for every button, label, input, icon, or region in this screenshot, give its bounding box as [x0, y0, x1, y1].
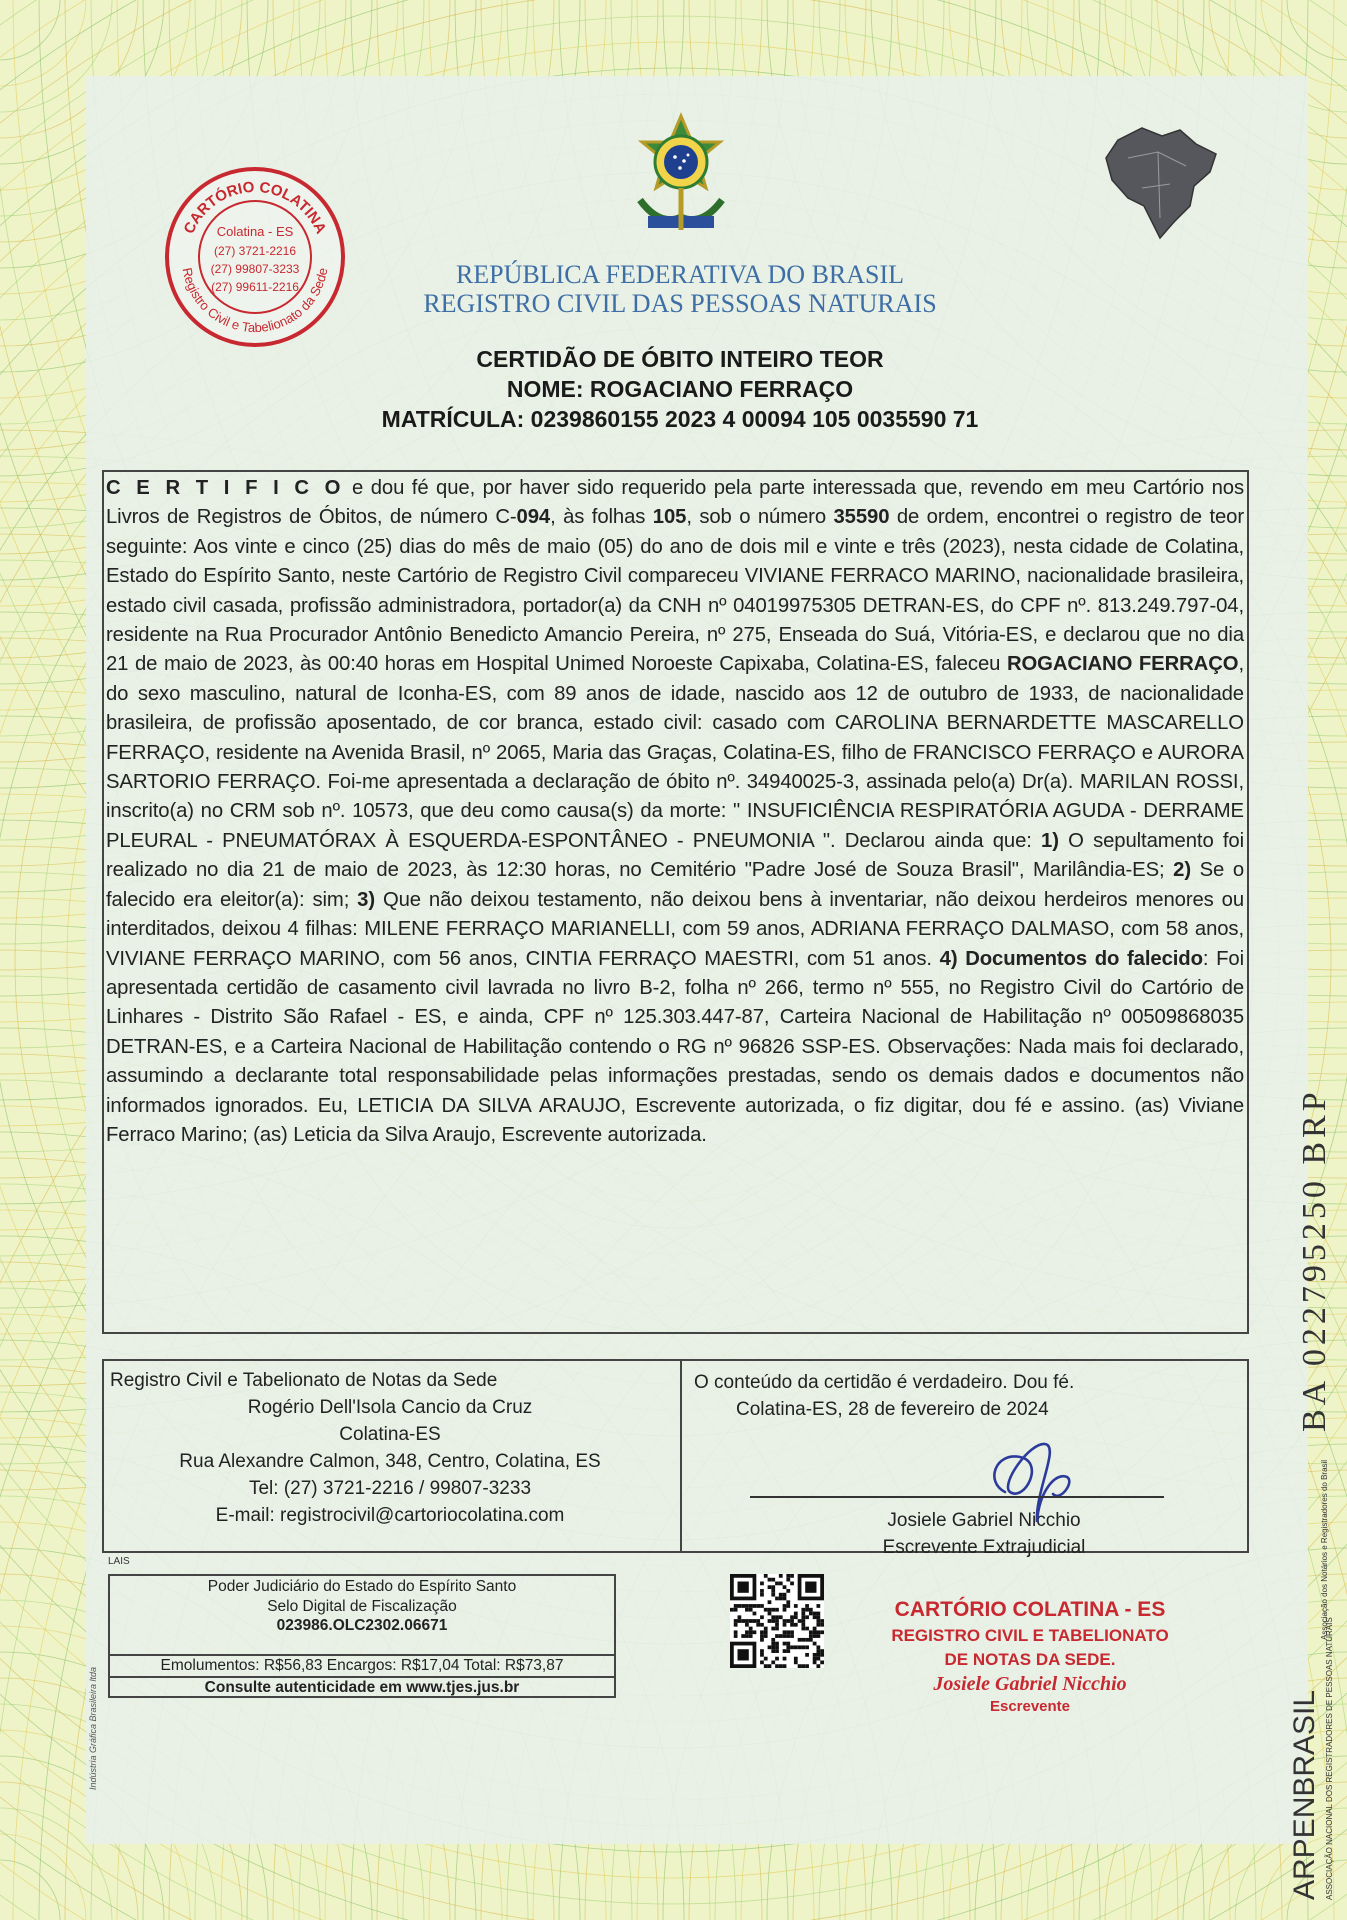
header-republic: REPÚBLICA FEDERATIVA DO BRASIL: [455, 260, 905, 289]
stamp-phone-2: (27) 99807-3233: [210, 262, 300, 276]
body-text-6: O sepultamento foi realizado no dia 21 de maio de 2023, às 12:30 horas, no Cemitério "Padre José de Souza Brasil", Marilândia-ES;: [106, 829, 1245, 882]
signer-name: Josiele Gabriel Nicchio: [887, 1510, 1081, 1531]
book-number: 094: [516, 506, 551, 529]
record-number: 35590: [833, 506, 890, 529]
item-2-label: 2): [1173, 859, 1192, 882]
office-city: Colatina-ES: [339, 1424, 441, 1445]
body-text-1: e dou fé que, por haver sido requerido pela parte interessada que, revendo em meu Cartório nos Livros de Registros de Óbitos, de número C-: [106, 477, 1244, 529]
brazil-map-icon: [1098, 118, 1224, 242]
certificate-name: NOME: ROGACIANO FERRAÇO: [506, 376, 854, 402]
qr-code[interactable]: [730, 1574, 824, 1668]
red-stamp-line-3: DE NOTAS DA SEDE.: [944, 1650, 1116, 1669]
handwritten-signature: [975, 1432, 1085, 1542]
stamp-phone-1: (27) 3721-2216: [213, 244, 297, 258]
certifico-label: C E R T I F I C O: [106, 477, 345, 499]
attestation-text: O conteúdo da certidão é verdadeiro. Dou fé.: [694, 1372, 1075, 1393]
seal-fees: Emolumentos: R$56,83 Encargos: R$17,04 Total: R$73,87: [110, 1654, 614, 1676]
stamp-city: Colatina - ES: [216, 224, 294, 239]
seal-code: 023986.OLC2302.06671: [276, 1617, 448, 1634]
printer-credit: Indústria Gráfica Brasileira ltda: [88, 1666, 98, 1790]
security-serial-number: BA 022795250 BRP: [1296, 1088, 1333, 1432]
stamp-bottom-arc-text: Registro Civil e Tabelionato da Sede: [179, 266, 331, 336]
office-address-block: [110, 1367, 670, 1529]
table-divider: [680, 1361, 682, 1551]
certificate-body-box: [102, 470, 1249, 1334]
association-logo-text: Associação dos Notários e Registradores do Brasil: [1320, 1459, 1329, 1640]
certificate-body-text: [106, 474, 1244, 1150]
coat-of-arms-icon: [620, 112, 742, 238]
red-stamp-line-1: CARTÓRIO COLATINA - ES: [894, 1598, 1166, 1621]
item-3-label: 3): [357, 888, 376, 911]
signer-role: Escrevente Extrajudicial: [882, 1537, 1086, 1558]
body-text-7: Se o falecido era eleitor(a): sim;: [106, 859, 1245, 911]
office-email: E-mail: registrocivil@cartoriocolatina.com: [215, 1505, 565, 1526]
sheet-number: 105: [652, 506, 687, 529]
seal-check-link[interactable]: Consulte autenticidade em www.tjes.jus.br: [110, 1676, 614, 1698]
body-text-8: Que não deixou testamento, não deixou bens à inventariar, não deixou herdeiros menores ou interditados, deixou 4 filhas: MILENE FERRAÇO MARIANELLI, com 59 anos, ADRIANA FERRAÇO DALMASO, com 58 anos, VIVIANE FERRAÇO MARINO, com 56 anos, CINTIA FERRAÇO MAESTRI, com 51 anos.: [106, 888, 1244, 970]
seal-title: Selo Digital de Fiscalização: [267, 1597, 457, 1615]
certificate-title: CERTIDÃO DE ÓBITO INTEIRO TEOR: [476, 346, 884, 372]
digital-seal-box: [108, 1574, 616, 1698]
seal-judiciary: Poder Judiciário do Estado do Espírito Santo: [207, 1578, 517, 1595]
office-address: Rua Alexandre Calmon, 348, Centro, Colatina, ES: [179, 1451, 601, 1472]
signature-line: [750, 1496, 1164, 1498]
body-text-5: , do sexo masculino, natural de Iconha-ES, com 89 anos de idade, nascido aos 12 de outubro de 1933, de nacionalidade brasileira, de profissão aposentado, de cor branca, estado civil: casado com CAROLINA BERNARDETTE MASCARELLO FERRAÇO, residente na Avenida Brasil, nº 2065, Maria das Graças, Colatina-ES, filho de FRANCISCO FERRAÇO e AURORA SARTORIO FERRAÇO. Foi-me apresentada a declaração de óbito nº. 34940025-3, assinada pelo(a) Dr(a). MARILAN ROSSI, inscrito(a) no CRM sob nº. 10573, que deu como causa(s) da morte: " INSUFICIÊNCIA RESPIRATÓRIA AGUDA - DERRAME PLEURAL - PNEUMATÓRAX À ESQUERDA-ESPONTÂNEO - PNEUMONIA ". Declarou ainda que:: [106, 653, 1244, 852]
red-stamp-role: Escrevente: [989, 1698, 1071, 1715]
round-office-stamp: [160, 164, 350, 350]
body-text-2: , às folhas: [550, 506, 653, 529]
office-notary: Rogério Dell'Isola Cancio da Cruz: [247, 1397, 533, 1418]
body-text-3: , sob o número: [686, 506, 834, 529]
lais-label: LAIS: [108, 1556, 130, 1567]
item-1-label: 1): [1041, 829, 1059, 852]
certificate-matricula: MATRÍCULA: 0239860155 2023 4 00094 105 0035590 71: [381, 406, 979, 432]
red-stamp-line-2: REGISTRO CIVIL E TABELIONATO: [891, 1626, 1169, 1645]
deceased-name: ROGACIANO FERRAÇO: [1006, 653, 1239, 676]
attestation-date: Colatina-ES, 28 de fevereiro de 2024: [736, 1399, 1049, 1420]
item-4-label: 4) Documentos do falecido: [939, 947, 1203, 970]
office-name: Registro Civil e Tabelionato de Notas da Sede: [110, 1370, 498, 1391]
office-phone: Tel: (27) 3721-2216 / 99807-3233: [248, 1478, 532, 1499]
red-stamp-name: Josiele Gabriel Nicchio: [933, 1673, 1127, 1695]
arpen-brasil-subtitle: ASSOCIAÇÃO NACIONAL DOS REGISTRADORES DE PESSOAS NATURAIS: [1325, 1617, 1334, 1900]
arpen-brasil-logo: ARPENBRASIL: [1288, 1689, 1321, 1900]
body-text-4: de ordem, encontrei o registro de teor seguinte: Aos vinte e cinco (25) dias do mês de maio (05) do ano de dois mil e vinte e três (2023), nesta cidade de Colatina, Estado do Espírito Santo, neste Cartório de Registro Civil compareceu VIVIANE FERRACO MARINO, nacionalidade brasileira, estado civil casada, profissão administradora, portador(a) da CNH nº 04019975305 DETRAN-ES, do CPF nº. 813.249.797-04, residente na Rua Procurador Antônio Benedicto Amancio Pereira, nº 275, Enseada do Suá, Vitória-ES, e declarou que no dia 21 de maio de 2023, às 00:40 horas em Hospital Unimed Noroeste Capixaba, Colatina-ES, faleceu: [106, 506, 1244, 676]
stamp-arc-text: CARTÓRIO COLATINA: [180, 178, 330, 237]
attestation-block: [694, 1369, 1244, 1558]
body-text-9: : Foi apresentada certidão de casamento civil lavrada no livro B-2, folha nº 266, termo nº 555, no Registro Civil do Cartório de Linhares - Distrito São Rafael - ES, e ainda, CPF nº 125.303.447-87, Carteira Nacional de Habilitação nº 00509868035 DETRAN-ES, e a Carteira Nacional de Habilitação contendo o RG nº 96826 SSP-ES. Observações: Nada mais foi declarado, assumindo a declarante total responsabilidade pelas informações prestadas, sendo os demais dados e documentos não informados ignorados. Eu, LETICIA DA SILVA ARAUJO, Escrevente autorizada, o fiz digitar, dou fé e assino. (as) Viviane Ferraco Marino; (as) Leticia da Silva Araujo, Escrevente autorizada.: [106, 947, 1245, 1146]
stamp-phone-3: (27) 99611-2216: [211, 280, 299, 294]
header-registry: REGISTRO CIVIL DAS PESSOAS NATURAIS: [423, 289, 937, 318]
